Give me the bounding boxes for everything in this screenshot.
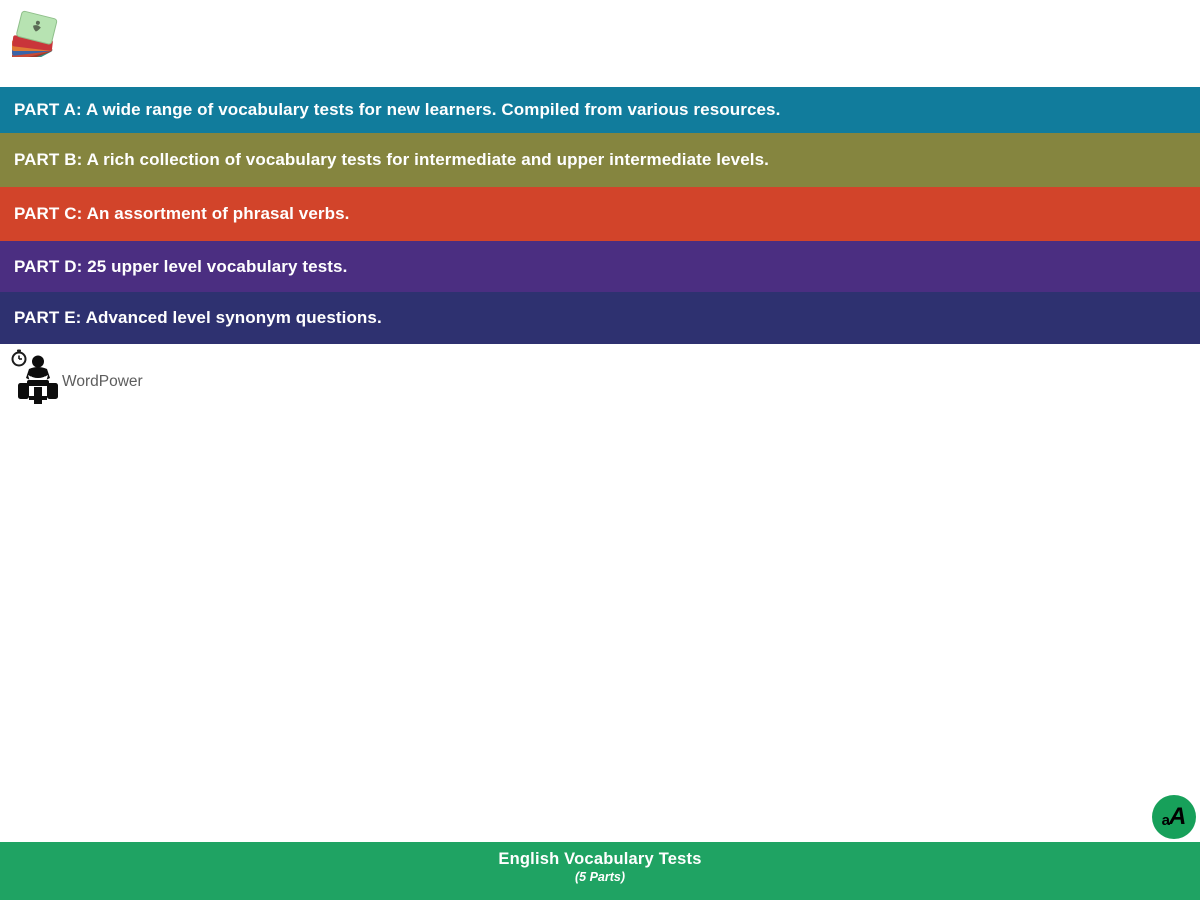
color-cards-fan-icon [12, 7, 76, 57]
part-e-label: PART E: Advanced level synonym questions. [14, 308, 382, 327]
wordpower-item[interactable] [0, 347, 300, 409]
color-cards-fan-logo [12, 7, 76, 57]
part-a-bar[interactable] [0, 87, 1200, 133]
part-d-bar[interactable] [0, 241, 1200, 292]
parts-list [0, 87, 1200, 344]
person-reading-icon [17, 355, 59, 405]
part-c-bar[interactable] [0, 187, 1200, 241]
font-size-big-a: A [1169, 803, 1187, 830]
part-a-label: PART A: A wide range of vocabulary tests for new learners. Compiled from various resources. [14, 100, 781, 119]
footer-subtitle: (5 Parts) [574, 870, 626, 884]
part-e-bar[interactable] [0, 292, 1200, 344]
footer-bar [0, 842, 1200, 900]
font-size-small-a: a [1161, 811, 1170, 829]
part-b-bar[interactable] [0, 133, 1200, 187]
footer-title: English Vocabulary Tests [498, 850, 702, 868]
part-b-label: PART B: A rich collection of vocabulary tests for intermediate and upper intermediate levels. [14, 150, 769, 169]
wordpower-label: WordPower [62, 373, 143, 390]
part-c-label: PART C: An assortment of phrasal verbs. [14, 204, 350, 223]
font-size-button[interactable] [1152, 795, 1196, 839]
part-d-label: PART D: 25 upper level vocabulary tests. [14, 256, 348, 276]
